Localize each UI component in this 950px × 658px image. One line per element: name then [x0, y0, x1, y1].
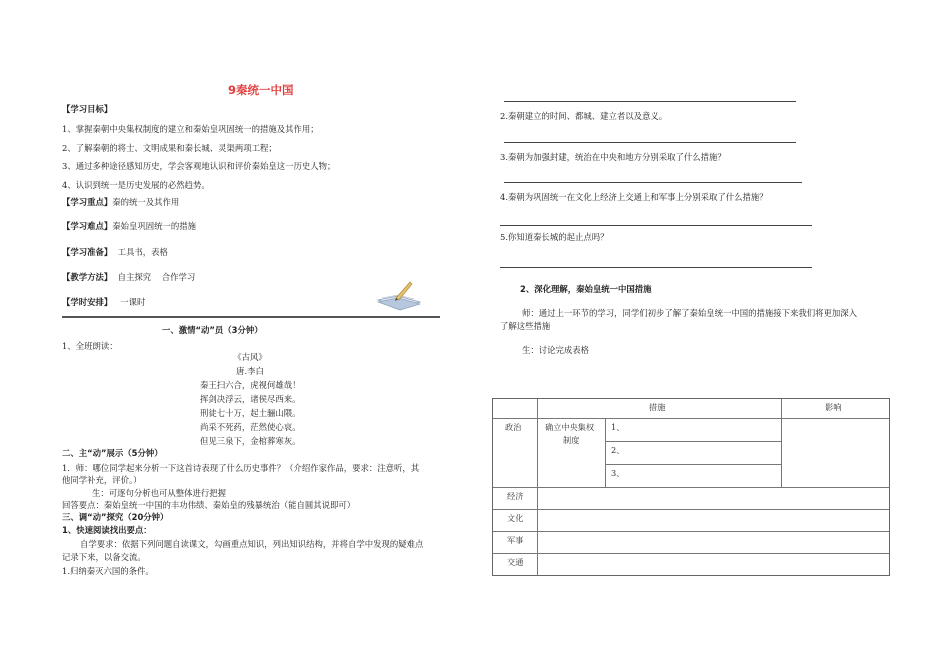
row-label-military: 军事 — [507, 535, 524, 545]
table-grid-line — [605, 464, 781, 465]
table-grid-line — [605, 418, 606, 487]
key-point-label: 【学习重点】 — [62, 197, 113, 207]
table-grid-line — [781, 399, 782, 487]
page-title: 9秦统一中国 — [228, 83, 294, 97]
goal-item: 1、掌握秦朝中央集权制度的建立和秦始皇巩固统一的措施及其作用； — [62, 124, 319, 134]
s2-question-cont: 他同学补充，评价。） — [62, 475, 142, 485]
s3-question-1: 1.归纳秦灭六国的条件。 — [62, 566, 154, 576]
row-label-transport: 交通 — [507, 557, 524, 567]
teacher-text: 师：通过上一环节的学习，同学们初步了解了秦始皇统一中国的措施接下来我们将更加深入 — [522, 308, 857, 318]
table-grid-line — [605, 441, 781, 442]
prep-label: 【学习准备】 — [62, 247, 113, 257]
right-section-2-heading: 2、深化理解，秦始皇统一中国措施 — [520, 284, 652, 294]
poem-title: 《古风》 — [233, 352, 267, 362]
recite-instruction: 1、全班朗读： — [62, 341, 118, 351]
goal-item: 4、认识到统一是历史发展的必然趋势。 — [62, 180, 210, 190]
question-4: 4.秦朝为巩固统一在文化上经济上交通上和军事上分别采取了什么措施？ — [500, 192, 768, 202]
poem-line: 秦王扫六合，虎视何雄哉！ — [200, 380, 301, 390]
goal-item: 2、了解秦朝的将士、文明成果和秦长城、灵渠两项工程； — [62, 143, 277, 153]
method-row — [62, 272, 195, 283]
prep-row — [62, 247, 168, 258]
row-label-culture: 文化 — [507, 513, 524, 523]
key-point-value: 秦的统一及其作用 — [112, 197, 180, 207]
poem-line: 挥剑决浮云，诸侯尽西来。 — [200, 394, 301, 404]
s2-answer: 回答要点：秦始皇统一中国的丰功伟绩、秦始皇的残暴统治（能自圆其说即可） — [62, 500, 356, 510]
student-text: 生：讨论完成表格 — [522, 345, 589, 355]
prep-value: 工具书，表格 — [117, 247, 168, 257]
section-3-subheading: 1、快速阅读找出要点： — [62, 525, 152, 535]
difficulty-value: 秦始皇巩固统一的措施 — [112, 221, 196, 231]
table-grid-line — [493, 418, 889, 419]
poem-author: 唐.李白 — [236, 366, 264, 376]
schedule-label: 【学时安排】 — [62, 297, 113, 307]
question-2: 2.秦朝建立的时间、都城、建立者以及意义。 — [500, 111, 668, 121]
section-3-heading: 三、调“动”探究（20分钟） — [62, 512, 169, 522]
method-value: 自主探究 合作学习 — [117, 272, 196, 282]
method-label: 【教学方法】 — [62, 272, 113, 282]
difficulty-row — [62, 221, 196, 232]
difficulty-label: 【学习难点】 — [62, 221, 113, 231]
s2-student-note: 生：可逐句分析也可从整体进行把握 — [92, 488, 226, 498]
s3-requirement-cont: 记录下来，以备交流。 — [62, 552, 146, 562]
table-grid-line — [493, 531, 889, 532]
table-grid-line — [493, 509, 889, 510]
cell-item-3: 3、 — [611, 468, 625, 478]
poem-line: 刑徒七十万，起土骊山隈。 — [200, 408, 301, 418]
section-1-heading: 一、激情“动”员（3分钟） — [162, 325, 263, 335]
poem-line: 但见三泉下，金棺葬寒灰。 — [200, 436, 301, 446]
schedule-value: 一课时 — [120, 297, 146, 307]
answer-line — [504, 101, 796, 102]
answer-line — [500, 267, 812, 268]
answer-line — [504, 182, 802, 183]
cell-item-2: 2、 — [611, 445, 625, 455]
table-grid-line — [493, 487, 889, 488]
goal-item: 3、通过多种途径感知历史，学会客观地认识和评价秦始皇这一历史人物； — [62, 161, 336, 171]
poem-line: 尚采不死药，茫然使心哀。 — [200, 422, 301, 432]
schedule-row — [62, 297, 145, 308]
row-label-politics: 政治 — [505, 422, 522, 432]
table-header-impact: 影响 — [825, 402, 842, 412]
teacher-text-cont: 了解这些措施 — [500, 321, 551, 331]
answer-line — [504, 142, 796, 143]
measures-table — [492, 398, 890, 576]
table-header-measures: 措施 — [649, 402, 666, 412]
divider — [62, 316, 440, 318]
question-3: 3.秦朝为加强封建，统治在中央和地方分别采取了什么措施？ — [500, 152, 726, 162]
row-label-economy: 经济 — [507, 491, 524, 501]
study-goals-header: 【学习目标】 — [62, 104, 113, 114]
table-grid-line — [493, 553, 889, 554]
key-point-row — [62, 197, 179, 208]
answer-line — [500, 225, 812, 226]
cell-item-1: 1、 — [611, 422, 625, 432]
question-5: 5.你知道秦长城的起止点吗？ — [500, 232, 609, 242]
section-2-heading: 二、主“动”展示（5分钟） — [62, 448, 163, 458]
cell-central: 确立中央集权 — [545, 422, 595, 432]
s3-requirement: 自学要求：依据下列问题自读课文，勾画重点知识，列出知识结构，并将自学中发现的疑难点 — [80, 539, 424, 549]
s2-question: 1．师：哪位同学起来分析一下这首诗表现了什么历史事件？（介绍作家作品，要求：注意听，其 — [62, 463, 420, 473]
book-pen-icon — [374, 278, 426, 314]
cell-central-cont: 制度 — [563, 435, 580, 445]
